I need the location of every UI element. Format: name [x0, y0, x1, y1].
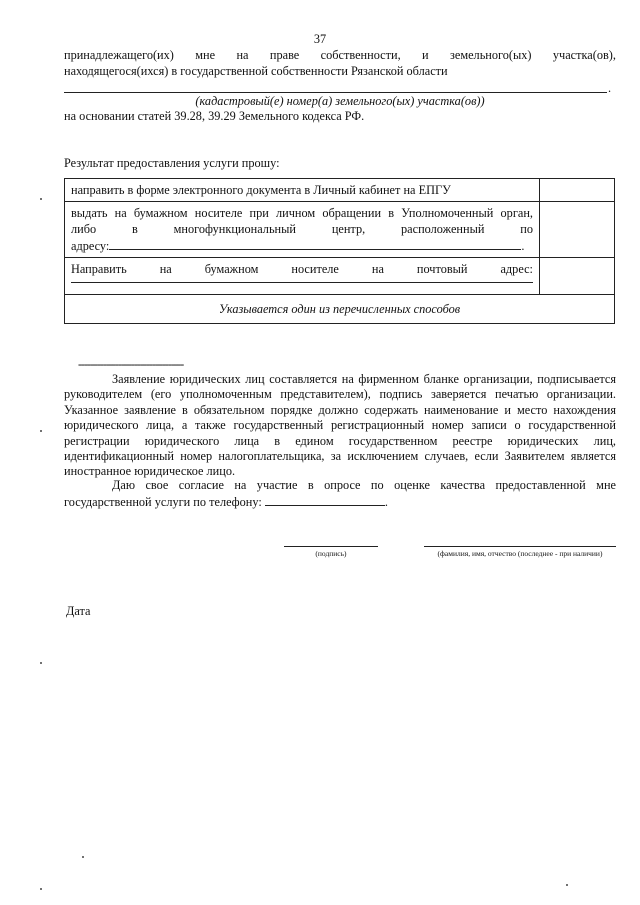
- result-label: Результат предоставления услуги прошу:: [64, 156, 280, 170]
- full-name-field[interactable]: [424, 546, 616, 547]
- option-post-checkbox[interactable]: [540, 258, 615, 295]
- header-word: и: [422, 48, 429, 62]
- consent-paragraph: [64, 478, 616, 511]
- header-line-2: находящегося(ихся) в государственной собственности Рязанской области: [64, 64, 448, 78]
- option-word: на: [371, 262, 384, 276]
- option-note: Указывается один из перечисленных способов: [65, 295, 615, 324]
- option-row-epgu: [65, 179, 615, 202]
- delivery-options-table: [64, 178, 615, 324]
- option-post-line: [71, 261, 533, 277]
- signature-caption: (подпись): [315, 549, 347, 558]
- header-word: принадлежащего(их): [64, 48, 174, 62]
- option-word: либо: [71, 222, 97, 236]
- cadastral-number-field[interactable]: [64, 92, 607, 93]
- office-address-field[interactable]: [109, 237, 521, 250]
- option-epgu-label: направить в форме электронного документа в Личный кабинет на ЕПГУ: [71, 183, 451, 197]
- scan-speck: [566, 884, 568, 886]
- option-epgu-checkbox[interactable]: [540, 179, 615, 202]
- signature-field[interactable]: [284, 546, 378, 547]
- address-end: .: [521, 239, 525, 253]
- option-note-row: [65, 295, 615, 324]
- header-word: земельного(ых): [450, 48, 532, 62]
- option-text: [65, 202, 540, 258]
- option-text: [65, 258, 540, 295]
- header-word: праве: [269, 48, 300, 62]
- address-label: адресу:: [71, 239, 110, 253]
- option-word: на: [159, 262, 172, 276]
- option-in-person-line-1: выдать на бумажном носителе при личном обращении в Уполномоченный орган,: [71, 206, 533, 220]
- option-text: [65, 179, 540, 202]
- legal-basis: на основании статей 39.28, 39.29 Земельного кодекса РФ.: [64, 109, 365, 123]
- option-word: бумажном: [204, 262, 259, 276]
- cadastral-caption: (кадастровый(е) номер(а) земельного(ых) участка(ов)): [195, 94, 485, 108]
- scan-speck: [40, 430, 42, 432]
- page-number: 37: [313, 32, 327, 46]
- option-in-person-checkbox[interactable]: [540, 202, 615, 258]
- scan-speck: [82, 856, 84, 858]
- scan-speck: [40, 198, 42, 200]
- option-in-person-line-3: [71, 237, 533, 254]
- option-word: адрес:: [500, 262, 533, 276]
- option-word: расположенный: [401, 222, 485, 236]
- option-row-post: [65, 258, 615, 295]
- scan-speck: [40, 662, 42, 664]
- option-word: в: [131, 222, 138, 236]
- option-in-person-line-2: [71, 221, 533, 237]
- date-label: Дата: [66, 604, 91, 618]
- footnote-separator: ----------------------------------: [78, 357, 184, 371]
- header-word: участка(ов),: [552, 48, 616, 62]
- postal-address-field[interactable]: [71, 282, 533, 283]
- header-word: собственности,: [320, 48, 401, 62]
- option-word: Направить: [71, 262, 127, 276]
- consent-end: .: [384, 495, 388, 510]
- cadastral-line-end: .: [608, 81, 612, 95]
- header-word: мне: [195, 48, 216, 62]
- option-word: почтовый: [416, 262, 468, 276]
- full-name-caption: (фамилия, имя, отчество (последнее - при наличии): [437, 549, 603, 558]
- option-word: центр,: [331, 222, 366, 236]
- option-word: носителе: [291, 262, 339, 276]
- consent-text: Даю свое согласие на участие в опросе по оценке качества предоставленной мне государственной услуги по телефону:: [64, 478, 616, 510]
- option-word: многофункциональный: [173, 222, 296, 236]
- option-row-in-person: [65, 202, 615, 258]
- option-word: по: [520, 222, 533, 236]
- header-word: на: [236, 48, 249, 62]
- footnote-paragraph: Заявление юридических лиц составляется на фирменном бланке организации, подписывается руководителем (его уполномоченным представителем), подпись заверяется печатью организации. Указанное заявление в обязательном порядке должно содержать наименование и место нахождения юридического лица, а также государственный регистрационный номер записи о государственной регистрации юридического лица в едином государственном реестре юридических лиц, идентификационный номер налогоплательщика, за исключением случаев, если Заявителем является иностранное юридическое лицо.: [64, 372, 616, 479]
- header-line-1: [64, 48, 616, 63]
- scan-speck: [40, 888, 42, 890]
- phone-field[interactable]: [265, 493, 385, 506]
